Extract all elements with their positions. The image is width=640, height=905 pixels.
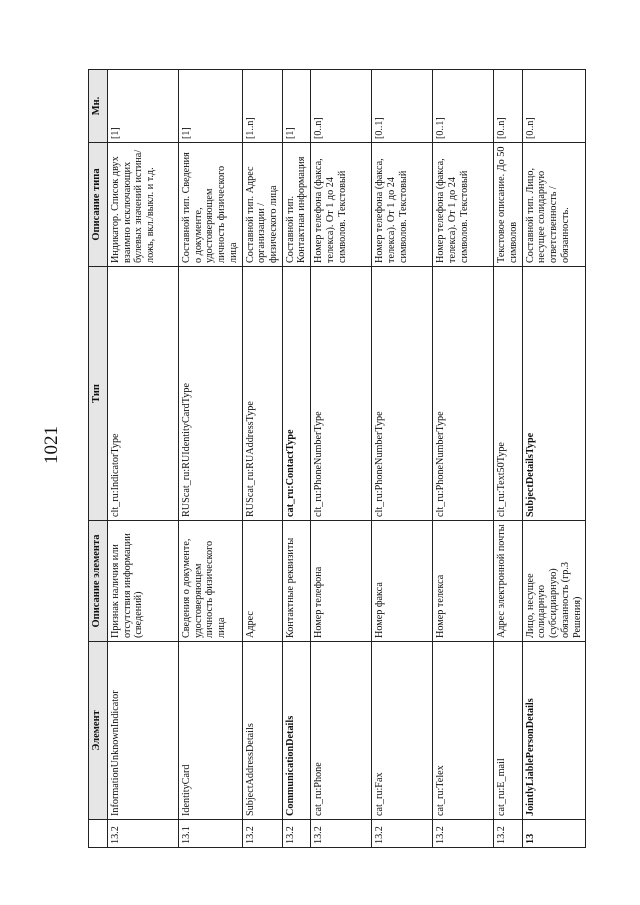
cell-num: 13.2 — [433, 820, 494, 848]
cell-num: 13 — [522, 820, 586, 848]
cell-type: clt_ru:PhoneNumberType — [372, 267, 433, 521]
cell-element-desc: Номер факса — [372, 521, 433, 642]
cell-type: RUScat_ru:RUAddressType — [242, 267, 282, 521]
table-row — [522, 70, 586, 848]
page-number: 1021 — [41, 426, 62, 464]
cell-type: clt_ru:PhoneNumberType — [311, 267, 372, 521]
cell-mn: [1] — [108, 70, 179, 143]
cell-num: 13.2 — [242, 820, 282, 848]
cell-type-desc: Составной тип. Сведения о документе, удостоверяющем личность физического лица — [179, 143, 243, 267]
cell-element-desc: Адрес электронной почты — [494, 521, 522, 642]
cell-type: clt_ru:IndicatorType — [108, 267, 179, 521]
header-element-desc: Описание элемента — [89, 521, 108, 642]
cell-type: RUScat_ru:RUIdentityCardType — [179, 267, 243, 521]
cell-type-desc: Составной тип. Адрес организации / физического лица — [242, 143, 282, 267]
cell-type-desc: Номер телефона (факса, телекса). От 1 до 24 символов. Текстовый — [433, 143, 494, 267]
cell-mn: [1..n] — [242, 70, 282, 143]
cell-type-desc: Номер телефона (факса, телекса). От 1 до 24 символов. Текстовый — [372, 143, 433, 267]
cell-type: cat_ru:ContactType — [282, 267, 310, 521]
cell-type: clt_ru:Text50Type — [494, 267, 522, 521]
cell-type: SubjectDetailsType — [522, 267, 586, 521]
cell-mn: [0..n] — [311, 70, 372, 143]
cell-mn: [1] — [282, 70, 310, 143]
cell-element-desc: Контактные реквизиты — [282, 521, 310, 642]
cell-element: cat_ru:Telex — [433, 642, 494, 820]
cell-mn: [0..n] — [494, 70, 522, 143]
cell-element-desc: Адрес — [242, 521, 282, 642]
table-row — [282, 70, 310, 848]
rotated-table-container — [88, 70, 583, 848]
cell-element: JointlyLiablePersonDetails — [522, 642, 586, 820]
cell-mn: [0..1] — [433, 70, 494, 143]
header-mn: Мн. — [89, 70, 108, 143]
cell-element: InformationUnknownIndicator — [108, 642, 179, 820]
cell-type: clt_ru:PhoneNumberType — [433, 267, 494, 521]
cell-num: 13.1 — [179, 820, 243, 848]
table-row — [311, 70, 372, 848]
table-row — [494, 70, 522, 848]
cell-num: 13.2 — [282, 820, 310, 848]
cell-element-desc: Сведения о документе, удостоверяющем личность физического лица — [179, 521, 243, 642]
cell-num: 13.2 — [108, 820, 179, 848]
cell-type-desc: Номер телефона (факса, телекса). От 1 до 24 символов. Текстовый — [311, 143, 372, 267]
table-row — [108, 70, 179, 848]
cell-element-desc: Признак наличия или отсутствия информации (сведений) — [108, 521, 179, 642]
cell-element: cat_ru:E_mail — [494, 642, 522, 820]
elements-table — [88, 69, 586, 848]
cell-element-desc: Номер телефона — [311, 521, 372, 642]
cell-element: CommunicationDetails — [282, 642, 310, 820]
cell-num: 13.2 — [311, 820, 372, 848]
cell-mn: [0..n] — [522, 70, 586, 143]
table-row — [372, 70, 433, 848]
header-element: Элемент — [89, 642, 108, 820]
cell-element-desc: Номер телекса — [433, 521, 494, 642]
cell-element: cat_ru:Fax — [372, 642, 433, 820]
header-num — [89, 820, 108, 848]
table-row — [242, 70, 282, 848]
cell-type-desc: Составной тип. Лицо, несущее солидарную ответственность / обязанность. — [522, 143, 586, 267]
cell-type-desc: Текстовое описание. До 50 символов — [494, 143, 522, 267]
cell-num: 13.2 — [372, 820, 433, 848]
cell-mn: [1] — [179, 70, 243, 143]
cell-mn: [0..1] — [372, 70, 433, 143]
cell-element: SubjectAddressDetails — [242, 642, 282, 820]
table-row — [433, 70, 494, 848]
header-type-desc: Описание типа — [89, 143, 108, 267]
cell-num: 13.2 — [494, 820, 522, 848]
rotated-page — [88, 70, 583, 848]
cell-type-desc: Индикатор. Список двух взаимно исключающих булевых значений истина/ложь, вкл./выкл. и т.д. — [108, 143, 179, 267]
header-type: Тип — [89, 267, 108, 521]
cell-element: IdentityCard — [179, 642, 243, 820]
cell-element-desc: Лицо, несущее солидарную (субсидиарную) обязанность (гр.3 Решения) — [522, 521, 586, 642]
table-header-row — [89, 70, 108, 848]
cell-type-desc: Составной тип. Контактная информация — [282, 143, 310, 267]
table-row — [179, 70, 243, 848]
cell-element: cat_ru:Phone — [311, 642, 372, 820]
